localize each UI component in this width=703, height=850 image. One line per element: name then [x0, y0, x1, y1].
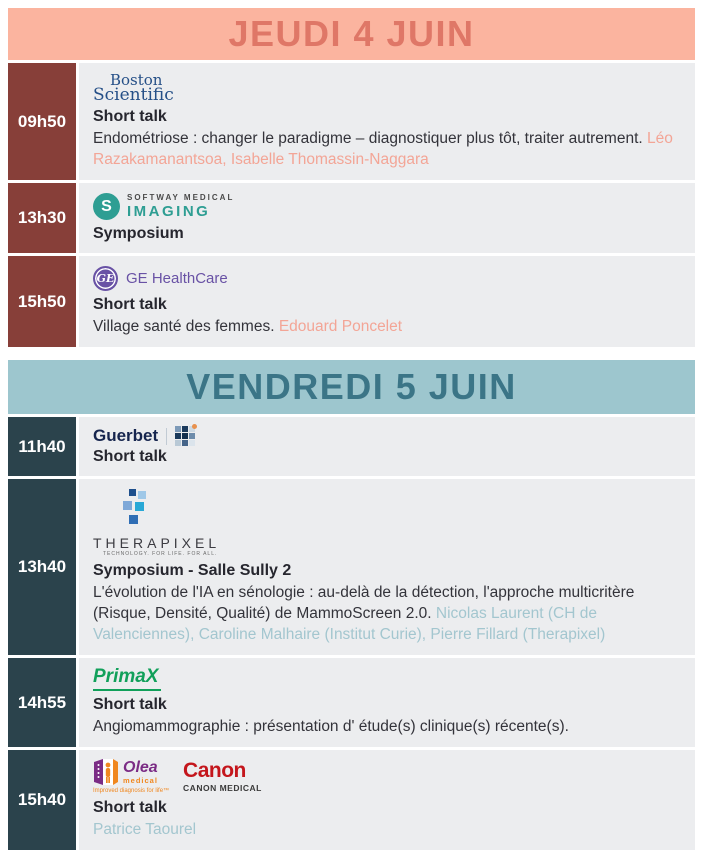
talk-type: Symposium - Salle Sully 2 [93, 562, 292, 580]
talk-description-block [93, 316, 681, 337]
schedule-row [8, 256, 695, 347]
talk-type: Short talk [93, 696, 167, 714]
softway-logo-top: SOFTWAY MEDICAL [127, 193, 235, 203]
schedule-row [8, 658, 695, 747]
softway-medical-logo [93, 191, 681, 220]
row-content [79, 183, 695, 253]
day-header-label: JEUDI 4 JUIN [228, 13, 475, 54]
day-header-jeudi [8, 8, 695, 60]
ge-healthcare-label: GE HealthCare [126, 270, 228, 288]
softway-s-icon: S [93, 193, 120, 220]
time-label: 13h30 [17, 208, 67, 228]
day-header-label: VENDREDI 5 JUIN [186, 366, 517, 408]
time-label: 14h55 [17, 692, 67, 712]
row-content [79, 479, 695, 655]
talk-type: Short talk [93, 108, 167, 126]
olea-logo-name: Olea [123, 758, 158, 776]
time-cell [8, 750, 76, 850]
time-cell [8, 479, 76, 655]
guerbet-logo-separator [166, 428, 167, 445]
guerbet-logo [93, 425, 681, 446]
row-content [79, 256, 695, 347]
talk-description: Village santé des femmes. [93, 318, 275, 336]
time-label: 09h50 [17, 111, 67, 131]
talk-speakers: Patrice Taourel [93, 821, 197, 839]
therapixel-pixels-icon [111, 489, 157, 529]
row-content [79, 750, 695, 850]
schedule-row [8, 183, 695, 253]
guerbet-grid-icon [175, 426, 195, 446]
row-content [79, 658, 695, 747]
day-header-vendredi [8, 360, 695, 414]
schedule-row [8, 63, 695, 180]
talk-speakers-block [93, 819, 681, 840]
ge-monogram-icon: GE [93, 266, 118, 291]
talk-speakers: Léo Razakamanantsoa, Isabelle Thomassin-Naggara [93, 130, 673, 169]
therapixel-logo-name: THERAPIXEL [93, 535, 221, 552]
boston-scientific-logo-line1: Boston [110, 71, 163, 89]
time-label: 15h40 [17, 790, 67, 810]
talk-description-block [93, 716, 681, 737]
canon-logo-sub: CANON MEDICAL [183, 783, 262, 794]
talk-description-block [93, 128, 681, 170]
boston-scientific-logo [93, 71, 681, 106]
olea-icon [93, 758, 119, 786]
ge-healthcare-logo [93, 264, 681, 291]
therapixel-logo-tagline: TECHNOLOGY. FOR LIFE. FOR ALL. [103, 551, 218, 558]
time-cell [8, 658, 76, 747]
canon-logo [183, 760, 262, 793]
olea-logo-sub: medical [123, 775, 158, 785]
time-label: 15h50 [17, 291, 67, 311]
talk-speakers: Nicolas Laurent (CH de Valenciennes), Caroline Malhaire (Institut Curie), Pierre Fillard (Therapixel) [93, 605, 606, 644]
talk-speakers: Edouard Poncelet [278, 318, 403, 336]
guerbet-logo-name: Guerbet [93, 426, 159, 446]
time-cell [8, 417, 76, 476]
olea-logo-tagline: Improved diagnosis for life™ [93, 788, 170, 795]
time-label: 11h40 [18, 436, 66, 456]
talk-type: Symposium [93, 225, 184, 243]
time-cell [8, 183, 76, 253]
talk-description: Endométriose : changer le paradigme – diagnostiquer plus tôt, traiter autrement. [93, 130, 643, 148]
time-cell [8, 63, 76, 180]
softway-logo-bottom: IMAGING [127, 203, 211, 221]
talk-type: Short talk [93, 799, 167, 817]
therapixel-logo [93, 487, 681, 557]
section-jeudi [8, 8, 695, 347]
section-vendredi [8, 360, 695, 850]
talk-type: Short talk [93, 296, 167, 314]
canon-logo-name: Canon [183, 759, 246, 783]
row-content [79, 63, 695, 180]
time-cell [8, 256, 76, 347]
primax-logo: PrimaX [93, 666, 161, 691]
time-label: 13h40 [17, 557, 67, 577]
olea-medical-logo [93, 758, 169, 794]
boston-scientific-logo-line2: Scientific [93, 85, 174, 106]
talk-description: L'évolution de l'IA en sénologie : au-delà de la détection, l'approche multicritère (Risque, Densité, Qualité) de MammoScreen 2.0. [93, 584, 635, 623]
talk-description-block [93, 582, 681, 645]
schedule-row [8, 479, 695, 655]
talk-type: Short talk [93, 448, 167, 466]
talk-description: Angiomammographie : présentation d' étude(s) clinique(s) récente(s). [93, 718, 569, 736]
schedule-row [8, 750, 695, 850]
schedule-row [8, 417, 695, 476]
row-content [79, 417, 695, 476]
